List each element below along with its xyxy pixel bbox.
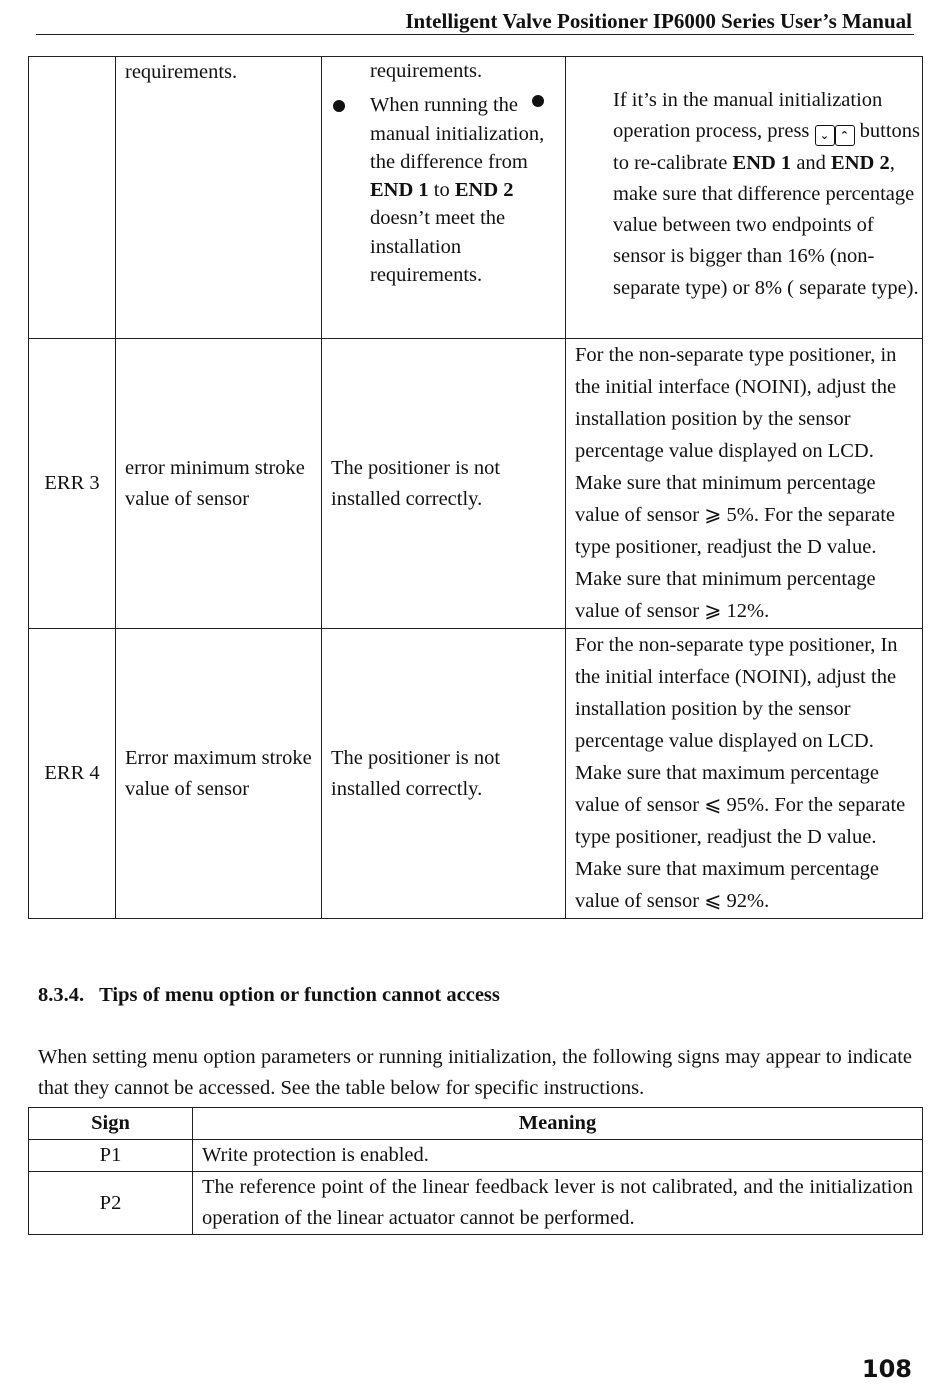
error-solution: For the non-separate type positioner, In the initial interface (NOINI), adjust the installation position by the sensor percentage value displayed on LCD. Make sure that maximum percentage value of sensor ⩽ 95%. For the separate type positioner, readjust the D value. Make sure that maximum percentage value of sensor ⩽ 92%. [566, 629, 923, 919]
solution-cell [566, 57, 923, 339]
table-row [29, 339, 923, 629]
error-code: ERR 4 [29, 629, 116, 919]
column-header-meaning: Meaning [193, 1108, 923, 1140]
table-header-row [29, 1108, 923, 1140]
sign-cell: P2 [29, 1172, 193, 1235]
down-key-icon: ⌄ [815, 125, 835, 146]
error-description: Error maximum stroke value of sensor [116, 629, 322, 919]
table-row [29, 1140, 923, 1172]
error-code-table [28, 56, 923, 919]
table-row [29, 57, 923, 339]
sign-meaning-table [28, 1107, 923, 1235]
bullet-icon [333, 100, 345, 112]
code-cell [29, 57, 116, 339]
page-number: 108 [861, 1355, 912, 1383]
error-cause: The positioner is not installed correctly. [322, 629, 566, 919]
description-cell: requirements. [116, 57, 322, 339]
cause-cell: requirements. When running the manual initialization, the difference from END 1 to END 2 doesn’t meet the installation requirements. [322, 57, 566, 339]
column-header-sign: Sign [29, 1108, 193, 1140]
sign-cell: P1 [29, 1140, 193, 1172]
section-heading: 8.3.4. Tips of menu option or function cannot access [38, 984, 500, 1006]
page-header-title: Intelligent Valve Positioner IP6000 Series User’s Manual [405, 9, 912, 33]
meaning-cell: Write protection is enabled. [193, 1140, 923, 1172]
table-row [29, 629, 923, 919]
table-row [29, 1172, 923, 1235]
error-cause: The positioner is not installed correctly. [322, 339, 566, 629]
up-key-icon: ⌃ [835, 125, 855, 146]
section-paragraph: When setting menu option parameters or running initialization, the following signs may appear to indicate that they cannot be accessed. See the table below for specific instructions. [38, 1046, 912, 1099]
error-code: ERR 3 [29, 339, 116, 629]
error-description: error minimum stroke value of sensor [116, 339, 322, 629]
meaning-cell: The reference point of the linear feedback lever is not calibrated, and the initialization operation of the linear actuator cannot be performed. [193, 1172, 923, 1235]
error-solution: For the non-separate type positioner, in the initial interface (NOINI), adjust the installation position by the sensor percentage value displayed on LCD. Make sure that minimum percentage value of sensor ⩾ 5%. For the separate type positioner, readjust the D value. Make sure that minimum percentage value of sensor ⩾ 12%. [566, 339, 923, 629]
header-divider [36, 34, 914, 35]
list-item: If it’s in the manual initialization operation process, press ⌄ ⌃ buttons to re-calibrate END 1 and END 2, make sure that difference percentage value between two endpoints of sensor is bigger than 16% (non-separate type) or 8% ( separate type). [566, 85, 922, 304]
bullet-icon [532, 95, 544, 107]
list-item: When running the manual initialization, the difference from END 1 to END 2 doesn’t meet the installation requirements. [370, 91, 565, 289]
